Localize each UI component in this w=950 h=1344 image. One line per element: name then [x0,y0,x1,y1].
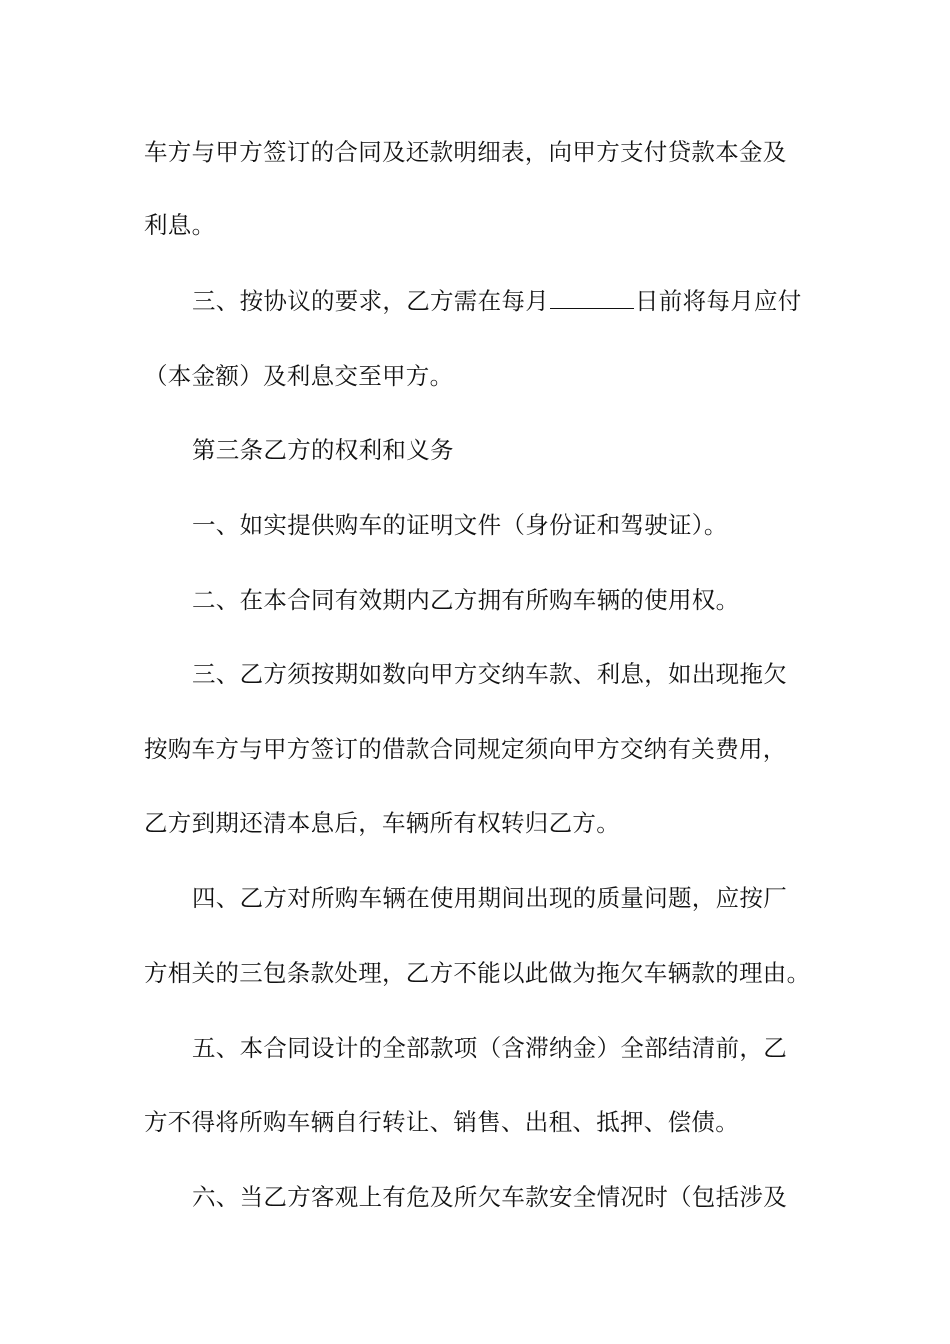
paragraph-line: 二、在本合同有效期内乙方拥有所购车辆的使用权。 [192,586,740,614]
paragraph-line: 方相关的三包条款处理，乙方不能以此做为拖欠车辆款的理由。 [144,959,811,987]
paragraph-line: 三、乙方须按期如数向甲方交纳车款、利息，如出现拖欠 [192,660,787,688]
paragraph-line: 乙方到期还清本息后，车辆所有权转归乙方。 [144,809,620,837]
paragraph-line: 四、乙方对所购车辆在使用期间出现的质量问题，应按厂 [192,884,787,912]
line-text-before-blank: 三、按协议的要求，乙方需在每月 [192,287,549,315]
paragraph-line: 方不得将所购车辆自行转让、销售、出租、抵押、偿债。 [144,1108,739,1136]
paragraph-line: 利息。 [144,211,216,239]
line-text-after-blank: 日前将每月应付 [635,287,802,315]
paragraph-line: 五、本合同设计的全部款项（含滞纳金）全部结清前，乙 [192,1034,787,1062]
paragraph-line: （本金额）及利息交至甲方。 [144,362,454,390]
paragraph-line: 六、当乙方客观上有危及所欠车款安全情况时（包括涉及 [192,1183,787,1211]
paragraph-line-with-blank [192,281,814,321]
paragraph-line: 车方与甲方签订的合同及还款明细表，向甲方支付贷款本金及 [144,138,787,166]
section-heading: 第三条乙方的权利和义务 [192,436,454,464]
fill-in-blank [550,281,634,309]
paragraph-line: 按购车方与甲方签订的借款合同规定须向甲方交纳有关费用， [144,735,787,763]
paragraph-line: 一、如实提供购车的证明文件（身份证和驾驶证）。 [192,511,728,539]
